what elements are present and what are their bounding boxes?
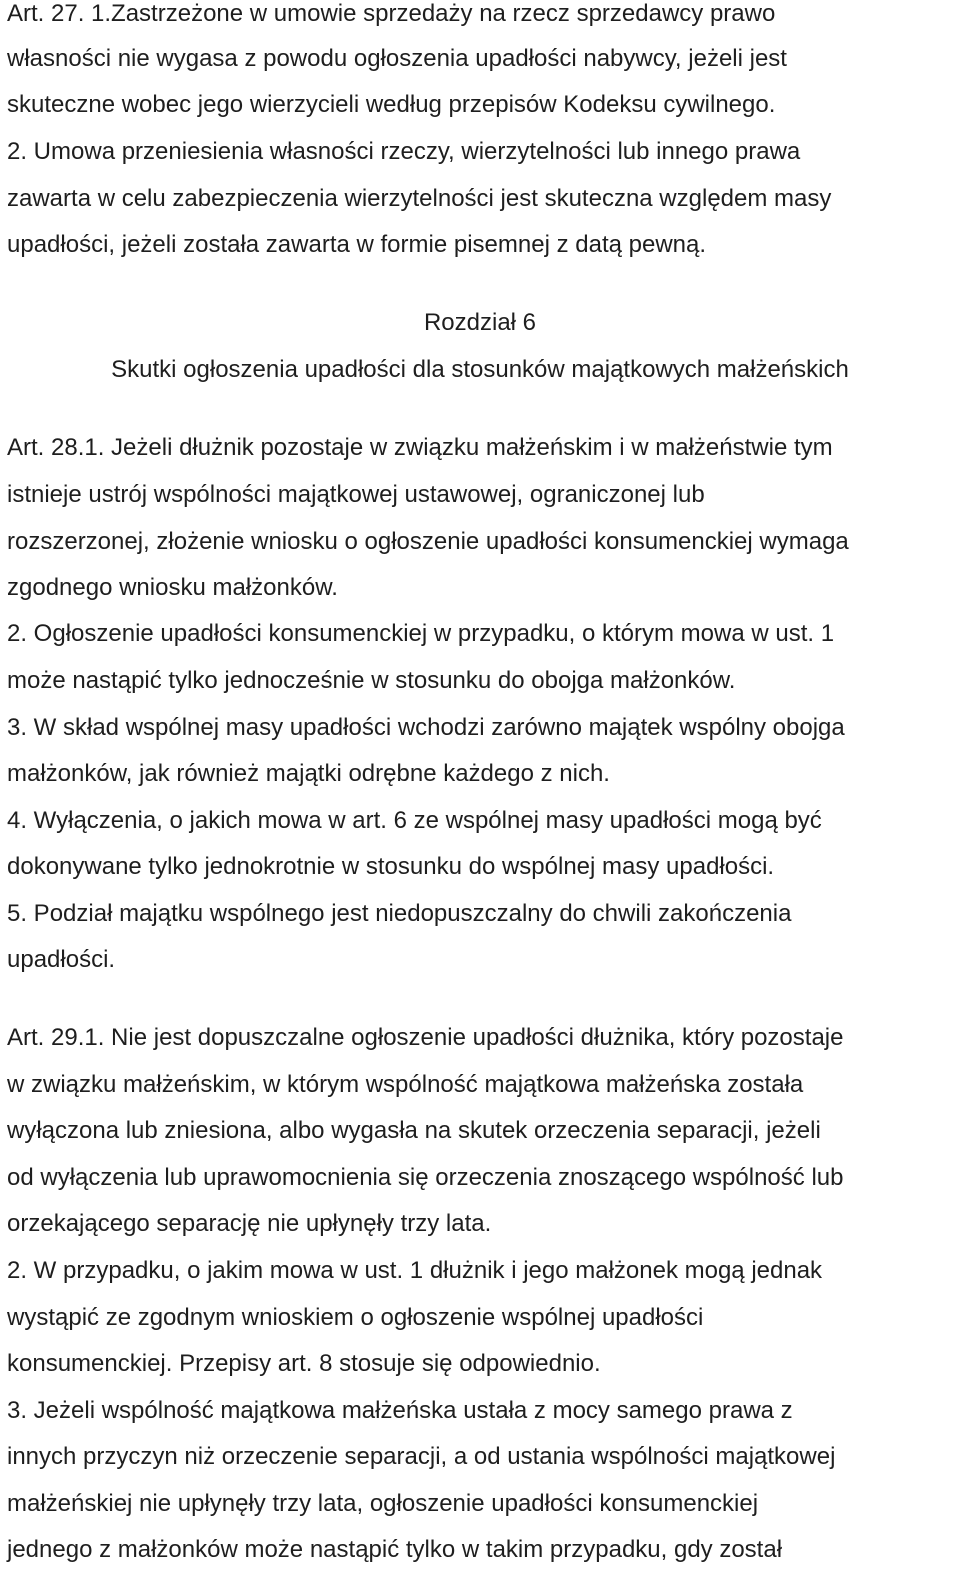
chapter-title: Skutki ogłoszenia upadłości dla stosunków majątkowych małżeńskich [111,356,849,383]
text-line: upadłości. [7,946,116,973]
text-line: może nastąpić tylko jednocześnie w stosunku do obojga małżonków. [7,667,736,694]
text-line: dokonywane tylko jednokrotnie w stosunku do wspólnej masy upadłości. [7,853,775,880]
text-line: Art. 27. 1.Zastrzeżone w umowie sprzedaży na rzecz sprzedawcy prawo [7,0,776,27]
text-line: rozszerzonej, złożenie wniosku o ogłoszenie upadłości konsumenckiej wymaga [7,528,849,555]
text-line: 3. W skład wspólnej masy upadłości wchodzi zarówno majątek wspólny obojga [7,714,845,741]
text-line: Art. 28.1. Jeżeli dłużnik pozostaje w związku małżeńskim i w małżeństwie tym [7,434,833,461]
text-line: orzekającego separację nie upłynęły trzy lata. [7,1210,492,1237]
text-line: skuteczne wobec jego wierzycieli według przepisów Kodeksu cywilnego. [7,91,776,118]
text-line: upadłości, jeżeli została zawarta w formie pisemnej z datą pewną. [7,231,707,258]
text-line: konsumenckiej. Przepisy art. 8 stosuje się odpowiednio. [7,1350,601,1377]
chapter-number: Rozdział 6 [423,309,537,336]
text-line: 3. Jeżeli wspólność majątkowa małżeńska ustała z mocy samego prawa z [7,1397,793,1424]
text-line: małżeńskiej nie upłynęły trzy lata, ogłoszenie upadłości konsumenckiej [7,1490,759,1517]
text-line: 2. Umowa przeniesienia własności rzeczy, wierzytelności lub innego prawa [7,138,801,165]
text-line: od wyłączenia lub uprawomocnienia się orzeczenia znoszącego wspólność lub [7,1164,844,1191]
text-line: wystąpić ze zgodnym wnioskiem o ogłoszenie wspólnej upadłości [7,1304,704,1331]
text-line: 2. W przypadku, o jakim mowa w ust. 1 dłużnik i jego małżonek mogą jednak [7,1257,823,1284]
text-line: małżonków, jak również majątki odrębne każdego z nich. [7,760,610,787]
text-line: jednego z małżonków może nastąpić tylko w takim przypadku, gdy został [7,1536,783,1563]
text-line: Art. 29.1. Nie jest dopuszczalne ogłoszenie upadłości dłużnika, który pozostaje [7,1024,844,1051]
text-line: 4. Wyłączenia, o jakich mowa w art. 6 ze wspólnej masy upadłości mogą być [7,807,822,834]
text-line: własności nie wygasa z powodu ogłoszenia upadłości nabywcy, jeżeli jest [7,45,787,72]
text-line: zgodnego wniosku małżonków. [7,574,338,601]
text-line: 5. Podział majątku wspólnego jest niedopuszczalny do chwili zakończenia [7,900,792,927]
text-line: zawarta w celu zabezpieczenia wierzytelności jest skuteczna względem masy [7,185,832,212]
text-line: istnieje ustrój wspólności majątkowej ustawowej, ograniczonej lub [7,481,705,508]
text-line: wyłączona lub zniesiona, albo wygasła na skutek orzeczenia separacji, jeżeli [7,1117,821,1144]
text-line: 2. Ogłoszenie upadłości konsumenckiej w przypadku, o którym mowa w ust. 1 [7,620,835,647]
text-line: w związku małżeńskim, w którym wspólność majątkowa małżeńska została [7,1071,804,1098]
text-line: innych przyczyn niż orzeczenie separacji, a od ustania wspólności majątkowej [7,1443,836,1470]
